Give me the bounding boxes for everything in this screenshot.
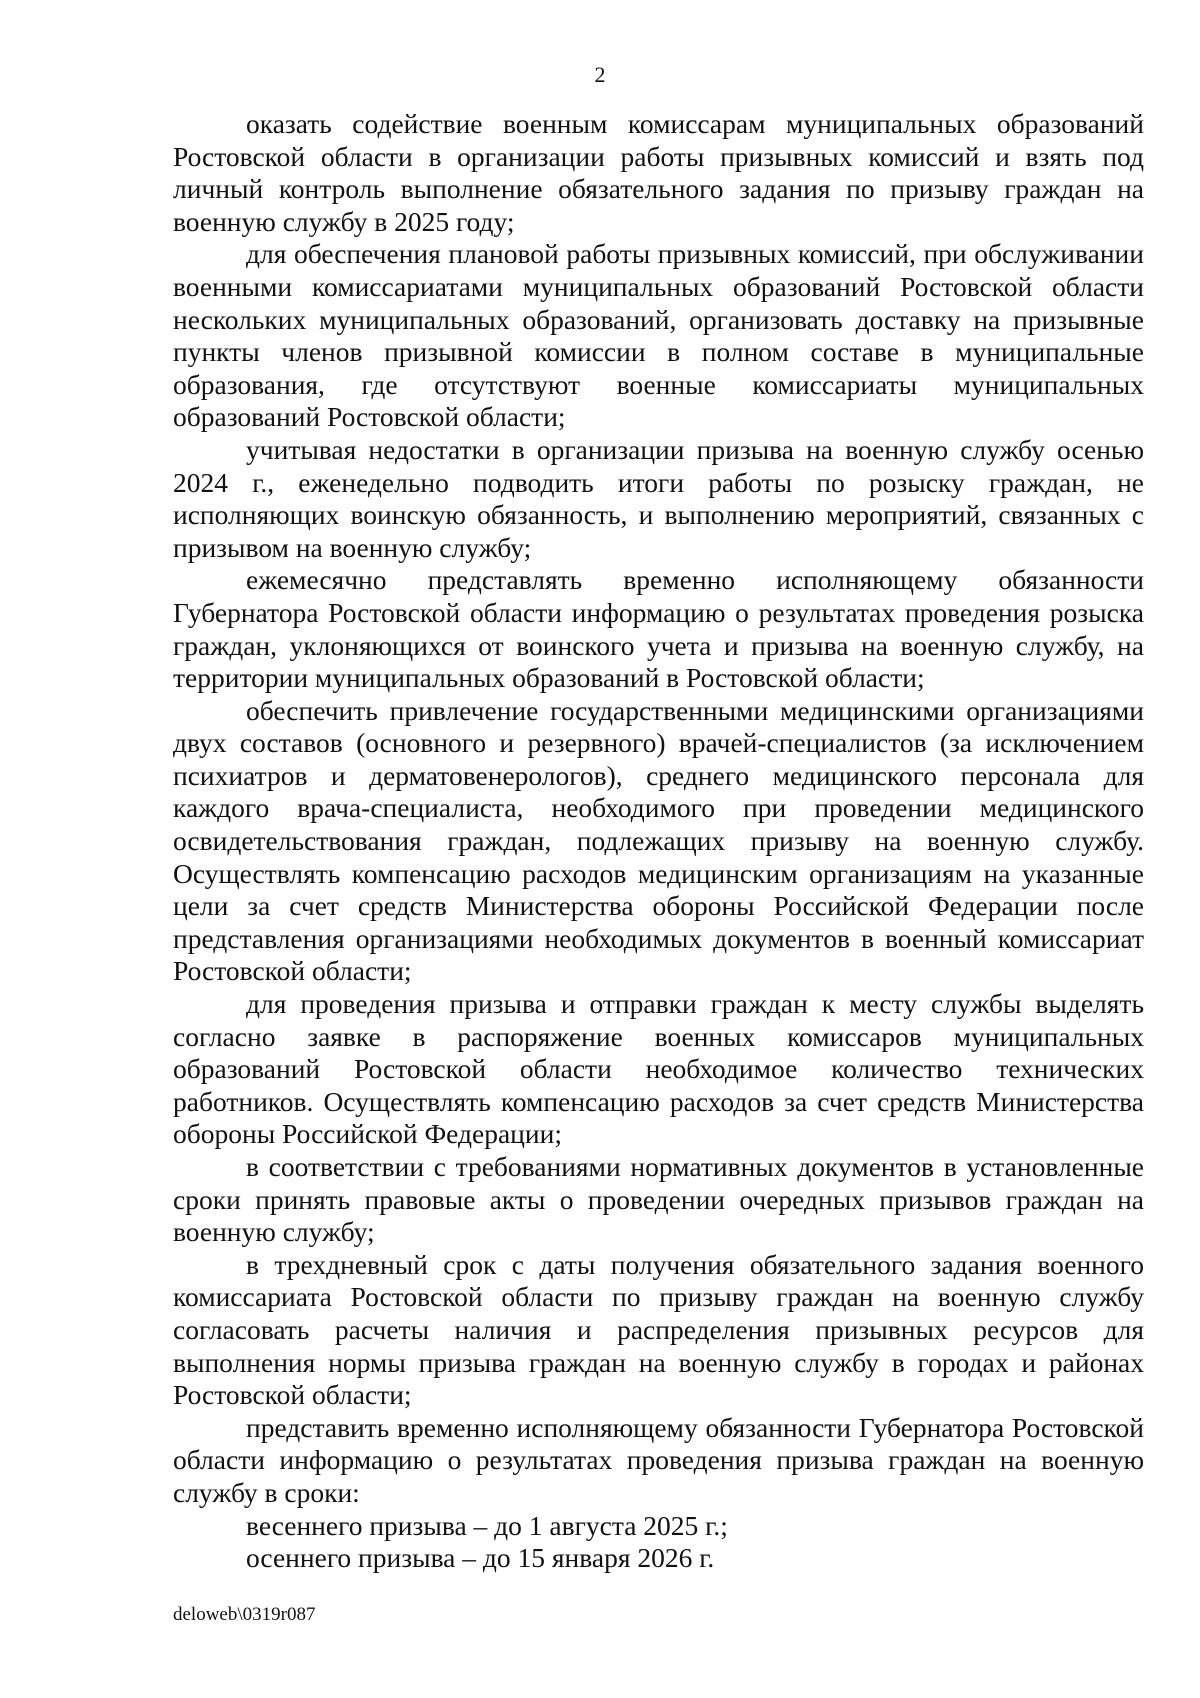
paragraph-assist-commissars: оказать содействие военным комиссарам муниципальных образований Ростовской области в организации работы призывных комиссий и взять под личный контроль выполнение обязательного задания по призыву граждан на военную службу в 2025 году;	[173, 108, 1144, 237]
paragraph-spring-deadline: весеннего призыва – до 1 августа 2025 г.;	[246, 1509, 728, 1541]
paragraph-autumn-deadline: осеннего призыва – до 15 января 2026 г.	[246, 1542, 715, 1574]
document-body	[173, 108, 1144, 1575]
paragraph-resource-calculation: в трехдневный срок с даты получения обязательного задания военного комиссариата Ростовской области по призыву граждан на военную службу согласовать расчеты наличия и распределения призывных ресурсов для выполнения нормы призыва граждан на военную службу в городах и районах Ростовской области;	[173, 1248, 1144, 1411]
paragraph-commission-delivery: для обеспечения плановой работы призывных комиссий, при обслуживании военными комиссариатами муниципальных образований Ростовской области нескольких муниципальных образований, организовать доставку на призывные пункты членов призывной комиссии в полном составе в муниципальные образования, где отсутствуют военные комиссариаты муниципальных образований Ростовской области;	[173, 238, 1144, 433]
page-number: 2	[594, 62, 606, 87]
paragraph-medical-staff: обеспечить привлечение государственными медицинскими организациями двух составов (основного и резервного) врачей-специалистов (за исключением психиатров и дерматовенерологов), среднего медицинского персонала для каждого врача-специалиста, необходимого при проведении медицинского освидетельствования граждан, подлежащих призыву на военную службу. Осуществлять компенсацию расходов медицинским организациям на указанные цели за счет средств Министерства обороны Российской Федерации после представления организациями необходимых документов в военный комиссариат Ростовской области;	[173, 694, 1144, 987]
paragraph-technical-workers: для проведения призыва и отправки граждан к месту службы выделять согласно заявке в распоряжение военных комиссаров муниципальных образований Ростовской области необходимое количество технических работников. Осуществлять компенсацию расходов за счет средств Министерства обороны Российской Федерации;	[173, 988, 1144, 1150]
paragraph-legal-acts: в соответствии с требованиями нормативных документов в установленные сроки принять правовые акты о проведении очередных призывов граждан на военную службу;	[173, 1151, 1144, 1248]
paragraph-report-deadlines: представить временно исполняющему обязанности Губернатора Ростовской области информацию о результатах проведения призыва граждан на военную службу в сроки:	[173, 1411, 1144, 1508]
footer-document-code: deloweb\0319r087	[173, 1604, 316, 1625]
paragraph-weekly-results: учитывая недостатки в организации призыва на военную службу осенью 2024 г., еженедельно подводить итоги работы по розыску граждан, не исполняющих воинскую обязанность, и выполнению мероприятий, связанных с призывом на военную службу;	[173, 433, 1144, 563]
paragraph-monthly-report: ежемесячно представлять временно исполняющему обязанности Губернатора Ростовской области информацию о результатах проведения розыска граждан, уклоняющихся от воинского учета и призыва на военную службу, на территории муниципальных образований в Ростовской области;	[173, 564, 1144, 694]
